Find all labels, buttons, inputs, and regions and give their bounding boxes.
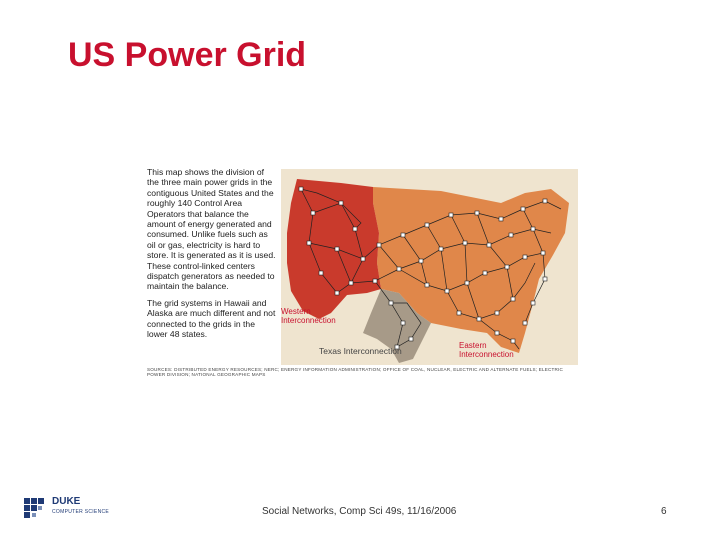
power-grid-map-figure <box>141 163 580 383</box>
texas-interconnection-label: Texas Interconnection <box>319 346 402 356</box>
slide-title: US Power Grid <box>68 36 307 74</box>
map-description-paragraph-1: This map shows the division of the three main power grids in the contiguous United States and the roughly 140 Control Area Operators that balance the amount of energy generated and consumed. Unlike fuels such as oil or gas, electricity is hard to store. It is generated as it is used. These control-linked centers dispatch generators as needed to maintain the balance. <box>147 167 276 292</box>
map-sources: SOURCES: DISTRIBUTED ENERGY RESOURCES; NERC; ENERGY INFORMATION ADMINISTRATION; OFFICE OF COAL, NUCLEAR, ELECTRIC AND ALTERNATE FUELS; ELECTRIC POWER DIVISION; NATIONAL GEOGRAPHIC MAPS <box>147 367 564 378</box>
slide-footer: Social Networks, Comp Sci 49s, 11/16/2006 <box>262 506 457 517</box>
eastern-interconnection-label: Eastern Interconnection <box>459 341 514 359</box>
western-interconnection-label: Western Interconnection <box>281 307 336 325</box>
duke-logo-subtitle: COMPUTER SCIENCE <box>52 509 110 515</box>
page-number: 6 <box>661 506 667 517</box>
map-description <box>147 167 277 346</box>
duke-logo <box>22 494 112 522</box>
duke-logo-mark-icon <box>22 494 50 522</box>
map-description-paragraph-2: The grid systems in Hawaii and Alaska are much different and not connected to the grids in the lower 48 states. <box>147 297 276 340</box>
duke-logo-name: DUKE <box>52 496 81 507</box>
